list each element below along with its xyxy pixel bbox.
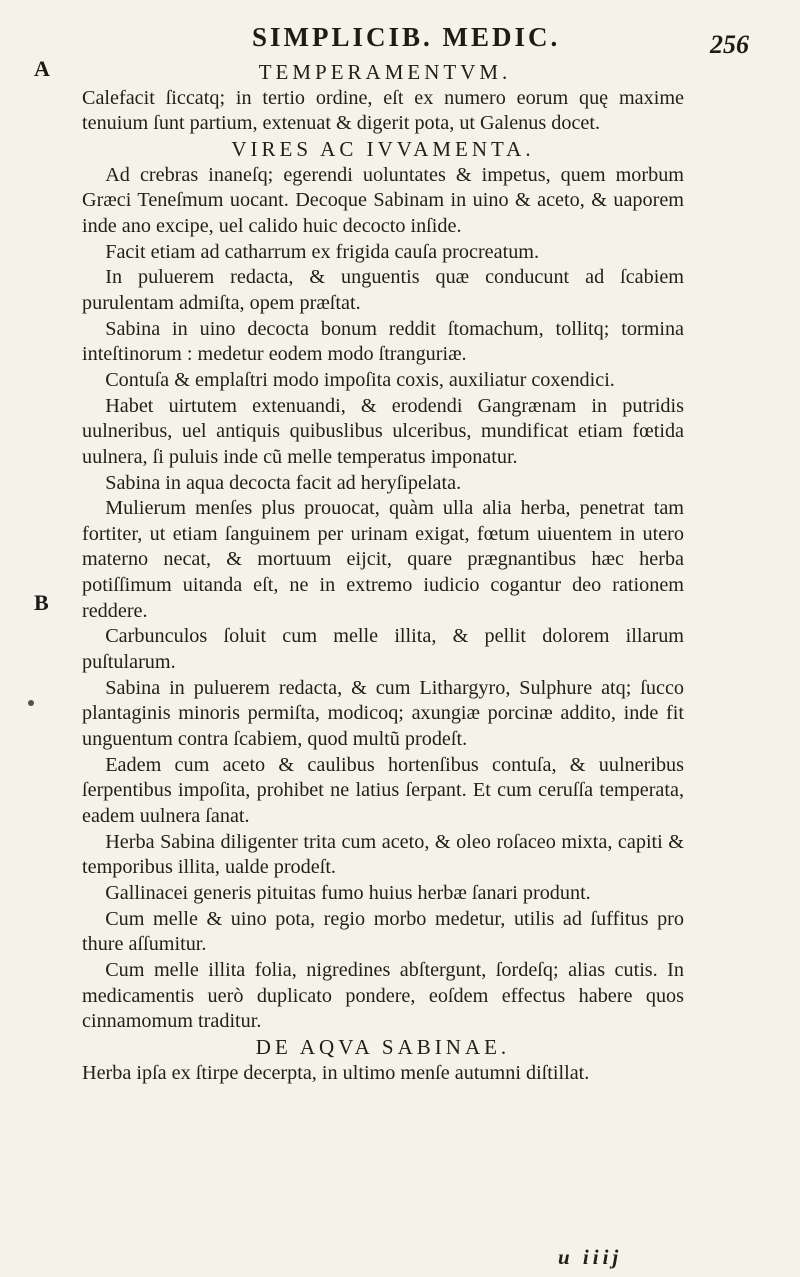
paragraph: Habet uirtutem extenuandi, & erodendi Gangrænam in putridis uulneribus, uel antiquis quibuslibus ulceribus, mundificat etiam fœtida uulnera, ſi puluis inde cũ melle temperatus imponatur.: [82, 394, 684, 468]
paragraph: Sabina in puluerem redacta, & cum Lithargyro, Sulphure atq; ſucco plantaginis minoris permiſta, modicoq; axungiæ porcinæ addito, inde fit unguentum contra ſcabiem, quod multũ prodeſt.: [82, 676, 684, 751]
paragraph: Calefacit ſiccatq; in tertio ordine, eſt ex numero eorum quę maxime tenuium ſunt partium, extenuat & digerit pota, ut Galenus docet.: [82, 86, 684, 135]
heading-de-aqua-sabinae: DE AQVA SABINAE.: [255, 1034, 511, 1059]
signature-mark: u iiij: [558, 1245, 623, 1269]
running-head: SIMPLICIB. MEDIC.: [252, 22, 561, 52]
paragraph: Carbunculos ſoluit cum melle illita, & pellit dolorem illarum puſtularum.: [82, 625, 684, 674]
paragraph: Herba ipſa ex ſtirpe decerpta, in ultimo menſe autumni diſtillat.: [82, 1061, 590, 1084]
margin-letter-b: B: [34, 590, 49, 615]
paragraph: In puluerem redacta, & unguentis quæ conducunt ad ſcabiem purulentam admiſta, opem præſtat.: [82, 266, 684, 314]
body-text: [82, 60, 684, 1086]
paragraph: Sabina in uino decocta bonum reddit ſtomachum, tollitq; tormina inteſtinorum : medetur eodem modo ſtranguriæ.: [82, 317, 684, 366]
heading-vires-ac-iuvamenta: VIRES AC IVVAMENTA.: [231, 136, 535, 161]
paragraph: Herba Sabina diligenter trita cum aceto, & oleo roſaceo mixta, capiti & temporibus illita, ualde prodeſt.: [82, 830, 684, 879]
paragraph: Contuſa & emplaſtri modo impoſita coxis, auxiliatur coxendici.: [105, 368, 615, 391]
paragraph: Ad crebras inaneſq; egerendi uoluntates & impetus, quem morbum Græci Teneſmum uocant. Decoque Sabinam in uino & aceto, & uaporem inde ano excipe, uel calido huic decocto inſide.: [82, 163, 684, 237]
paragraph: Eadem cum aceto & caulibus hortenſibus contuſa, & uulneribus ſerpentibus impoſita, prohibet ne latius ſerpant. Et cum ceruſſa temperata, eadem uulnera ſanat.: [82, 753, 684, 828]
folio-number: 256: [710, 30, 749, 59]
paragraph: Mulierum menſes plus prouocat, quàm ulla alia herba, penetrat tam fortiter, ut etiam ſanguinem per urinam exigat, fœtum uiuentem in utero materno necat, & mortuum eijcit, quare prægnantibus hæc herba potiſſimum uitanda eſt, ne in extremo iudicio cogantur deo rationem reddere.: [82, 497, 684, 622]
margin-mark: [28, 700, 34, 706]
paragraph: Facit etiam ad catharrum ex frigida cauſa procreatum.: [105, 240, 540, 263]
paragraph: Cum melle & uino pota, regio morbo medetur, utilis ad ſuffitus pro thure aſſumitur.: [82, 907, 684, 956]
margin-letter-a: A: [34, 56, 50, 81]
paragraph: Cum melle illita folia, nigredines abſtergunt, ſordeſq; alias cutis. In medicamentis uerò duplicato pondere, eoſdem effectus habere quos cinnamomum traditur.: [82, 958, 684, 1033]
paragraph: Gallinacei generis pituitas fumo huius herbæ ſanari produnt.: [105, 882, 591, 904]
heading-temperamentum: TEMPERAMENTVM.: [258, 60, 512, 84]
paragraph: Sabina in aqua decocta facit ad heryſipelata.: [105, 471, 462, 494]
